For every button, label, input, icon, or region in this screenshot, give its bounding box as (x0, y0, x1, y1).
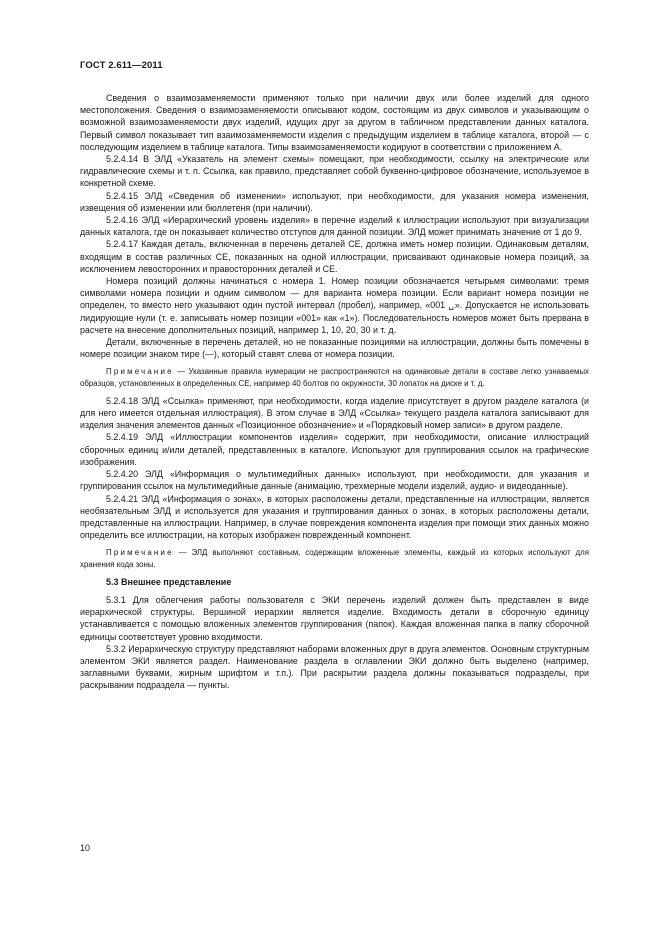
page-number: 10 (80, 843, 91, 853)
section-heading: 5.3 Внешнее представление (106, 576, 232, 587)
paragraph: 5.2.4.15 ЭЛД «Сведения об изменении» используют, при необходимости, для указания номера изменения, извещения об изменении или бюллетеня (при наличии). (80, 190, 589, 213)
paragraph: 5.3.1 Для облегчения работы пользователя с ЭКИ перечень изделий должен быть представлен в виде иерархической структуры. Вершиной иерархии является изделие. Входимость детали в сборочную единицу устанавливается с помощью вложенных элементов группирования (папок). Каждая вложенная папка в папку сборочной единицы соответствует уровню входимости. (80, 594, 589, 642)
paragraph: Детали, включенные в перечень деталей, но не показанные позициями на иллюстрации, должны быть помечены в номере позиции знаком тире (—), который ставят слева от номера позиции. (80, 337, 589, 360)
paragraph: Номера позиций должны начинаться с номера 1. Номер позиции обозначается четырьмя символами: тремя символами номера позиции и одним символом — для варианта номера позиции. Если вариант номера позиции не определен, то вместо него указывают один пустой интервал (пробел), например, «001 ␣». Допускается не использовать лидирующие нули (т. е. записывать номер позиции «001» как «1»). Последовательность номеров может быть прервана в расчете на внесение дополнительных позиций, например 1, 10, 20, 30 и т. д. (80, 276, 589, 335)
paragraph: 5.2.4.19 ЭЛД «Иллюстрации компонентов изделия» содержит, при необходимости, описание иллюстраций сборочных единиц и/или деталей, представленных в каталоге. Используют для группирования ссылок на графические изображения. (80, 432, 589, 467)
paragraph: 5.2.4.21 ЭЛД «Информация о зонах», в которых расположены детали, представленные на иллюстрации, является необязательным ЭЛД и используется для указания и группирования данных о зонах, в которых расположены детали, представленные на иллюстрации. Например, в случае повреждения компонента изделия при помощи этих данных можно определить все иллюстрации, на которых изображен поврежденный компонент. (80, 493, 589, 541)
paragraph: Сведения о взаимозаменяемости применяют только при наличии двух или более изделий для одного местоположения. Сведения о взаимозаменяемости описывают кодом, состоящим из двух символов и указывающим о возможной взаимозаменяемости двух изделий, идущих друг за другом в табличном представлении данных каталога. Первый символ показывает тип взаимозаменяемости изделия с предыдущим изделием в таблице каталога, второй — с последующим изделием в таблице каталога. Типы взаимозаменяемости кодируют в соответствии с приложением А. (80, 93, 589, 152)
note-text: — ЭЛД выполняют составным, содержащим вложенные элементы, каждый из которых используют для хранения кода зоны. (80, 548, 589, 569)
note-label: Примечание (106, 548, 174, 558)
page-body (80, 92, 589, 692)
paragraph: 5.2.4.18 ЭЛД «Ссылка» применяют, при необходимости, когда изделие присутствует в другом разделе каталога (и для него имеется отдельная иллюстрация). В этом случае в ЭЛД «Ссылка» текущего раздела каталога записывают для изделия значения элементов данных «Позиционное обозначение» и «Порядковый номер записи» в другом разделе. (80, 395, 589, 431)
paragraph: 5.2.4.17 Каждая деталь, включенная в перечень деталей СЕ, должна иметь номер позиции. Одинаковым деталям, входящим в состав различных СЕ, показанных на одной иллюстрации, присваивают одинаковые номера позиций, за исключением левосторонних и правосторонних деталей и СЕ. (80, 239, 589, 274)
note (80, 547, 589, 569)
document-header: ГОСТ 2.611—2011 (80, 60, 163, 71)
paragraph: 5.2.4.14 В ЭЛД «Указатель на элемент схемы» помещают, при необходимости, ссылку на электрические или гидравлические схемы и т. п. Ссылка, как правило, представляет собой буквенно-цифровое обозначение, используемое в конкретной схеме. (80, 154, 589, 189)
paragraph: 5.2.4.16 ЭЛД «Иерархический уровень изделия» в перечне изделий к иллюстрации используют при визуализации данных каталога, где он показывает количество отступов для данной позиции. ЭЛД может принимать значение от 1 до 9. (80, 215, 589, 238)
note-text: — Указанные правила нумерации не распространяются на одинаковые детали в составе легко узнаваемых образцов, установленных в определенных СЕ, например 40 болтов по окружности, 30 лопаток на диске и т. д. (80, 367, 589, 388)
note (80, 366, 589, 388)
note-label: Примечание (106, 367, 174, 377)
paragraph: 5.2.4.20 ЭЛД «Информация о мультимедийных данных» используют, при необходимости, для указания и группирования ссылок на мультимедийные данные (анимацию, трехмерные модели изделий, аудио- и видеоданные). (80, 469, 589, 492)
paragraph: 5.3.2 Иерархическую структуру представляют наборами вложенных друг в друга элементов. Основным структурным элементом ЭКИ является раздел. Наименование раздела в оглавлении ЭКИ должно быть выделено (например, заглавными буквами, жирным шрифтом и т.п.). При раскрытии раздела должны показываться подразделы, при раскрывании подраздела — пункты. (80, 643, 589, 691)
